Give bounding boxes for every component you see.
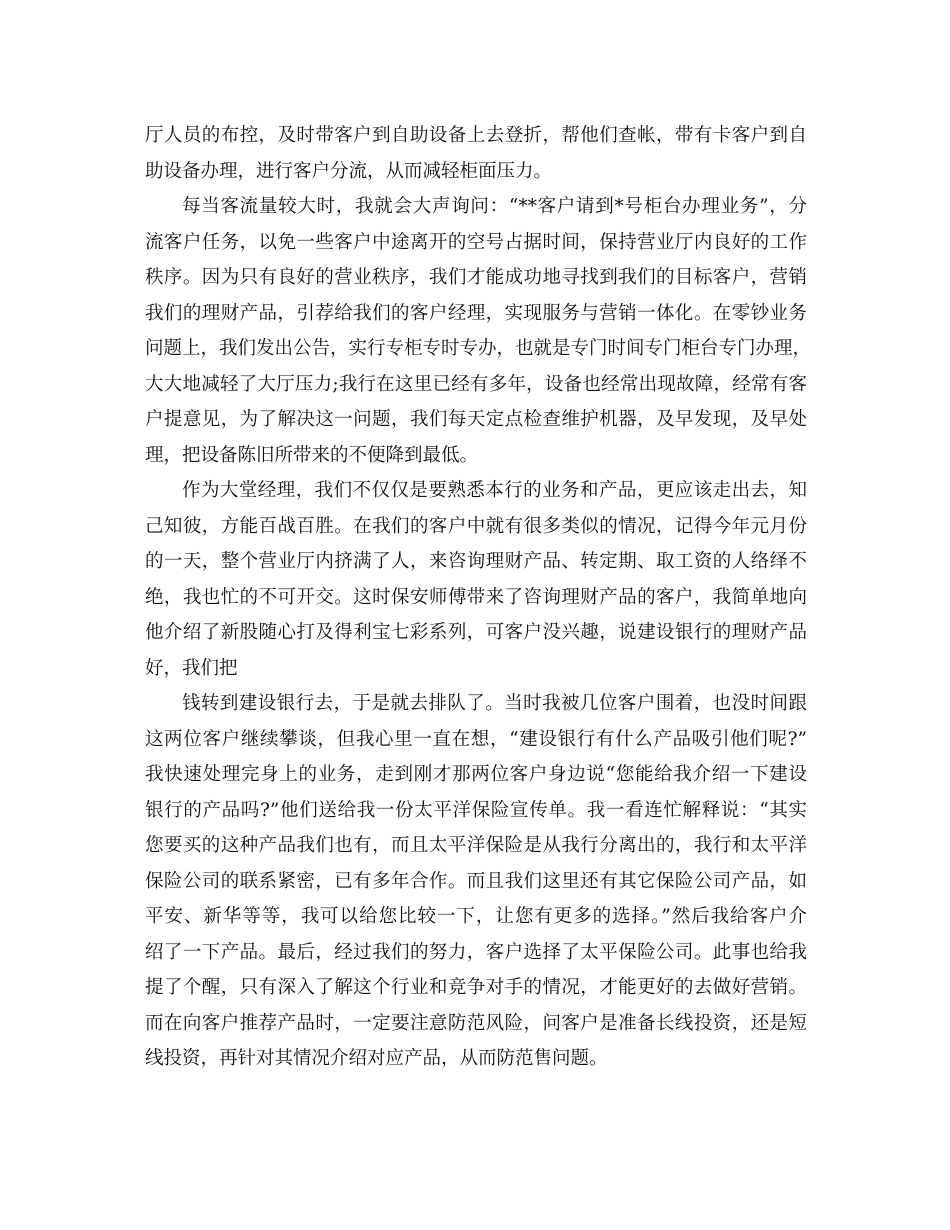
- text-line: 绍了一下产品。最后，经过我们的努力，客户选择了太平保险公司。此事也给我: [145, 941, 807, 963]
- text-line: 好，我们把: [145, 657, 238, 679]
- text-line: 己知彼，方能百战百胜。在我们的客户中就有很多类似的情况，记得今年元月份: [145, 515, 807, 537]
- text-line: 户提意见，为了解决这一问题，我们每天定点检查维护机器，及早发现，及早处: [145, 409, 807, 430]
- text-line: 绝，我也忙的不可开交。这时保安师傅带来了咨询理财产品的客户，我简单地向: [145, 586, 807, 608]
- paragraph-first-line: 作为大堂经理，我们不仅仅是要熟悉本行的业务和产品，更应该走出去，知: [182, 480, 807, 501]
- paragraph-first-line: 每当客流量较大时，我就会大声询问：“**客户请到*号柜台办理业务”，分: [182, 196, 807, 217]
- text-line: 这两位客户继续攀谈，但我心里一直在想，“建设银行有什么产品吸引他们呢?”: [145, 728, 807, 750]
- text-line: 我们的理财产品，引荐给我们的客户经理，实现服务与营销一体化。在零钞业务: [145, 302, 807, 324]
- text-line: 您要买的这种产品我们也有，而且太平洋保险是从我行分离出的，我行和太平洋: [145, 835, 807, 856]
- text-line: 助设备办理，进行客户分流，从而减轻柜面压力。: [145, 160, 553, 182]
- text-line: 提了个醒，只有深入了解这个行业和竞争对手的情况，才能更好的去做好营销。: [145, 977, 807, 998]
- text-line: 流客户任务，以免一些客户中途离开的空号占据时间，保持营业厅内良好的工作: [145, 231, 807, 253]
- text-line: 的一天，整个营业厅内挤满了人，来咨询理财产品、转定期、取工资的人络绎不: [145, 551, 807, 572]
- document-body: [145, 118, 812, 1077]
- paragraph-first-line: 钱转到建设银行去，于是就去排队了。当时我被几位客户围着，也没时间跟: [182, 693, 807, 714]
- text-line: 平安、新华等等，我可以给您比较一下，让您有更多的选择。”然后我给客户介: [145, 906, 807, 927]
- text-line: 我快速处理完身上的业务，走到刚才那两位客户身边说“您能给我介绍一下建设: [145, 764, 807, 785]
- text-line: 保险公司的联系紧密，已有多年合作。而且我们这里还有其它保险公司产品，如: [145, 870, 807, 892]
- text-line: 理，把设备陈旧所带来的不便降到最低。: [145, 444, 479, 466]
- text-line: 大大地减轻了大厅压力;我行在这里已经有多年，设备也经常出现故障，经常有客: [145, 373, 807, 395]
- text-line: 他介绍了新股随心打及得利宝七彩系列，可客户没兴趣，说建设银行的理财产品: [145, 622, 807, 643]
- text-line: 问题上，我们发出公告，实行专柜专时专办，也就是专门时间专门柜台专门办理，: [145, 338, 812, 359]
- text-line: 厅人员的布控，及时带客户到自助设备上去登折，帮他们查帐，带有卡客户到自: [145, 125, 807, 146]
- text-line: 线投资，再针对其情况介绍对应产品，从而防范售问题。: [145, 1048, 608, 1069]
- text-line: 银行的产品吗?”他们送给我一份太平洋保险宣传单。我一看连忙解释说：“其实: [145, 799, 807, 821]
- text-line: 秩序。因为只有良好的营业秩序，我们才能成功地寻找到我们的目标客户，营销: [145, 267, 807, 288]
- text-line: 而在向客户推荐产品时，一定要注意防范风险，问客户是准备长线投资，还是短: [145, 1012, 807, 1034]
